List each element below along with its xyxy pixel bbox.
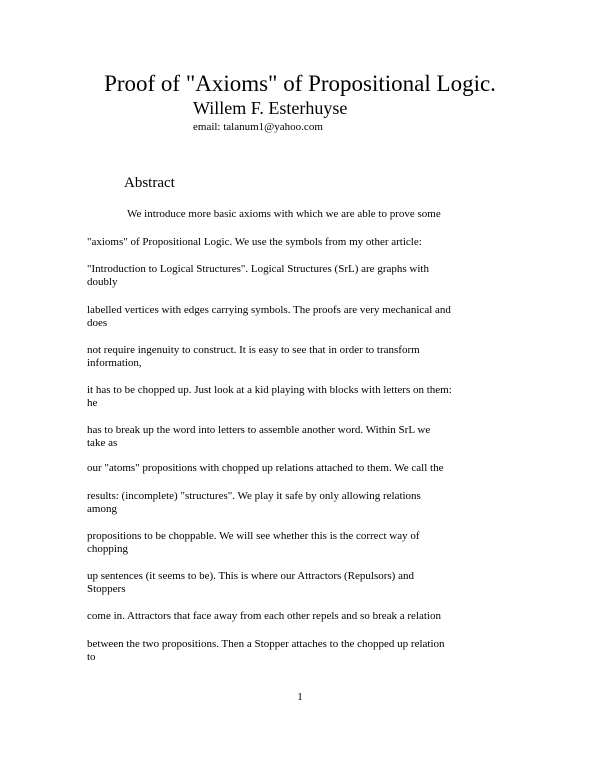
author-email: email: talanum1@yahoo.com <box>193 121 323 133</box>
abstract-line: propositions to be choppable. We will see whether this is the correct way of chopping <box>87 530 420 555</box>
paper-title: Proof of "Axioms" of Propositional Logic. <box>104 71 496 96</box>
abstract-line: "Introduction to Logical Structures". Logical Structures (SrL) are graphs with doubly <box>87 263 429 288</box>
abstract-line: up sentences (it seems to be). This is where our Attractors (Repulsors) and Stoppers <box>87 570 414 595</box>
abstract-line: come in. Attractors that face away from each other repels and so break a relation <box>87 610 441 622</box>
abstract-line: our "atoms" propositions with chopped up relations attached to them. We call the <box>87 462 444 474</box>
abstract-line: results: (incomplete) "structures". We play it safe by only allowing relations among <box>87 490 421 515</box>
author-name: Willem F. Esterhuyse <box>193 98 348 118</box>
abstract-line: between the two propositions. Then a Stopper attaches to the chopped up relation to <box>87 638 445 663</box>
abstract-heading: Abstract <box>124 175 175 191</box>
abstract-line: "axioms" of Propositional Logic. We use the symbols from my other article: <box>87 236 422 248</box>
abstract-line: not require ingenuity to construct. It is easy to see that in order to transform information, <box>87 344 420 369</box>
abstract-line: labelled vertices with edges carrying symbols. The proofs are very mechanical and does <box>87 304 451 329</box>
abstract-line: has to break up the word into letters to assemble another word. Within SrL we take as <box>87 424 431 449</box>
page-number: 1 <box>297 691 303 703</box>
abstract-line: We introduce more basic axioms with which we are able to prove some <box>127 208 441 220</box>
abstract-line: it has to be chopped up. Just look at a kid playing with blocks with letters on them: he <box>87 384 452 409</box>
